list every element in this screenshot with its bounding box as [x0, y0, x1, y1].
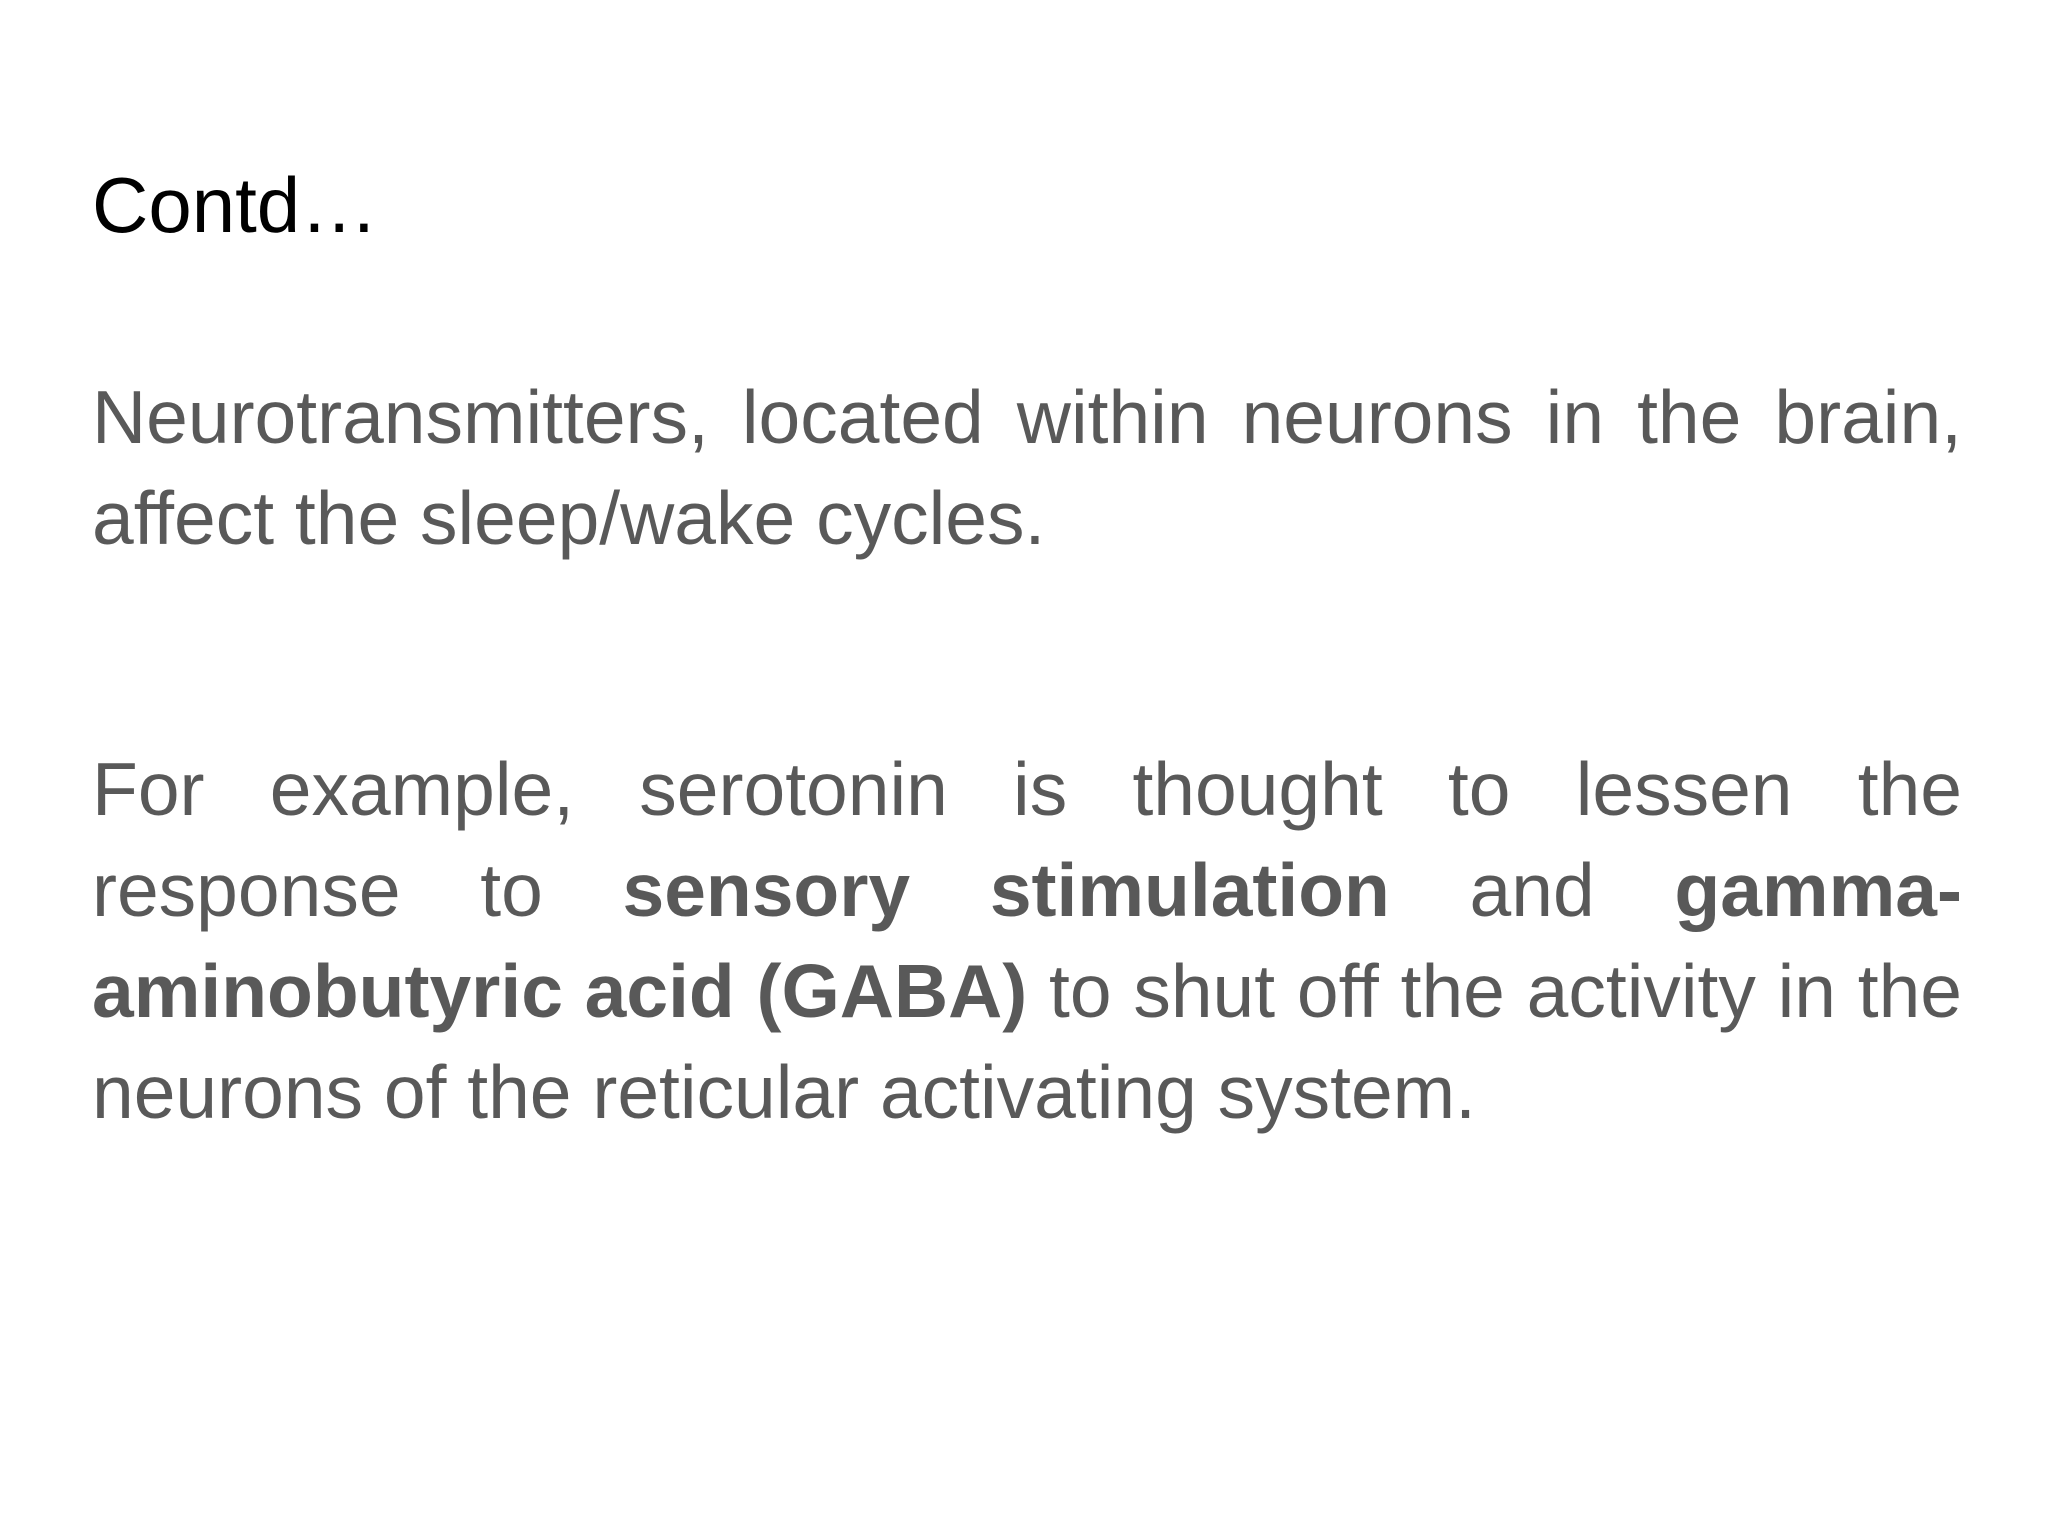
paragraph-example [92, 739, 1962, 1143]
paragraph-example-text-3: to shut off the activity in the neurons of the reticular activating system. [92, 949, 1963, 1134]
paragraph-example-text-1: For example, serotonin is thought to lessen the response to [92, 747, 1962, 932]
term-sensory-stimulation: sensory stimulation [622, 848, 1390, 932]
paragraph-neurotransmitters: Neurotransmitters, located within neurons in the brain, affect the sleep/wake cycles. [92, 375, 1962, 560]
paragraph-example-text-2: and [1389, 848, 1675, 932]
slide-title: Contd… [92, 161, 379, 249]
term-gaba: gamma-aminobutyric acid (GABA) [92, 848, 1962, 1033]
